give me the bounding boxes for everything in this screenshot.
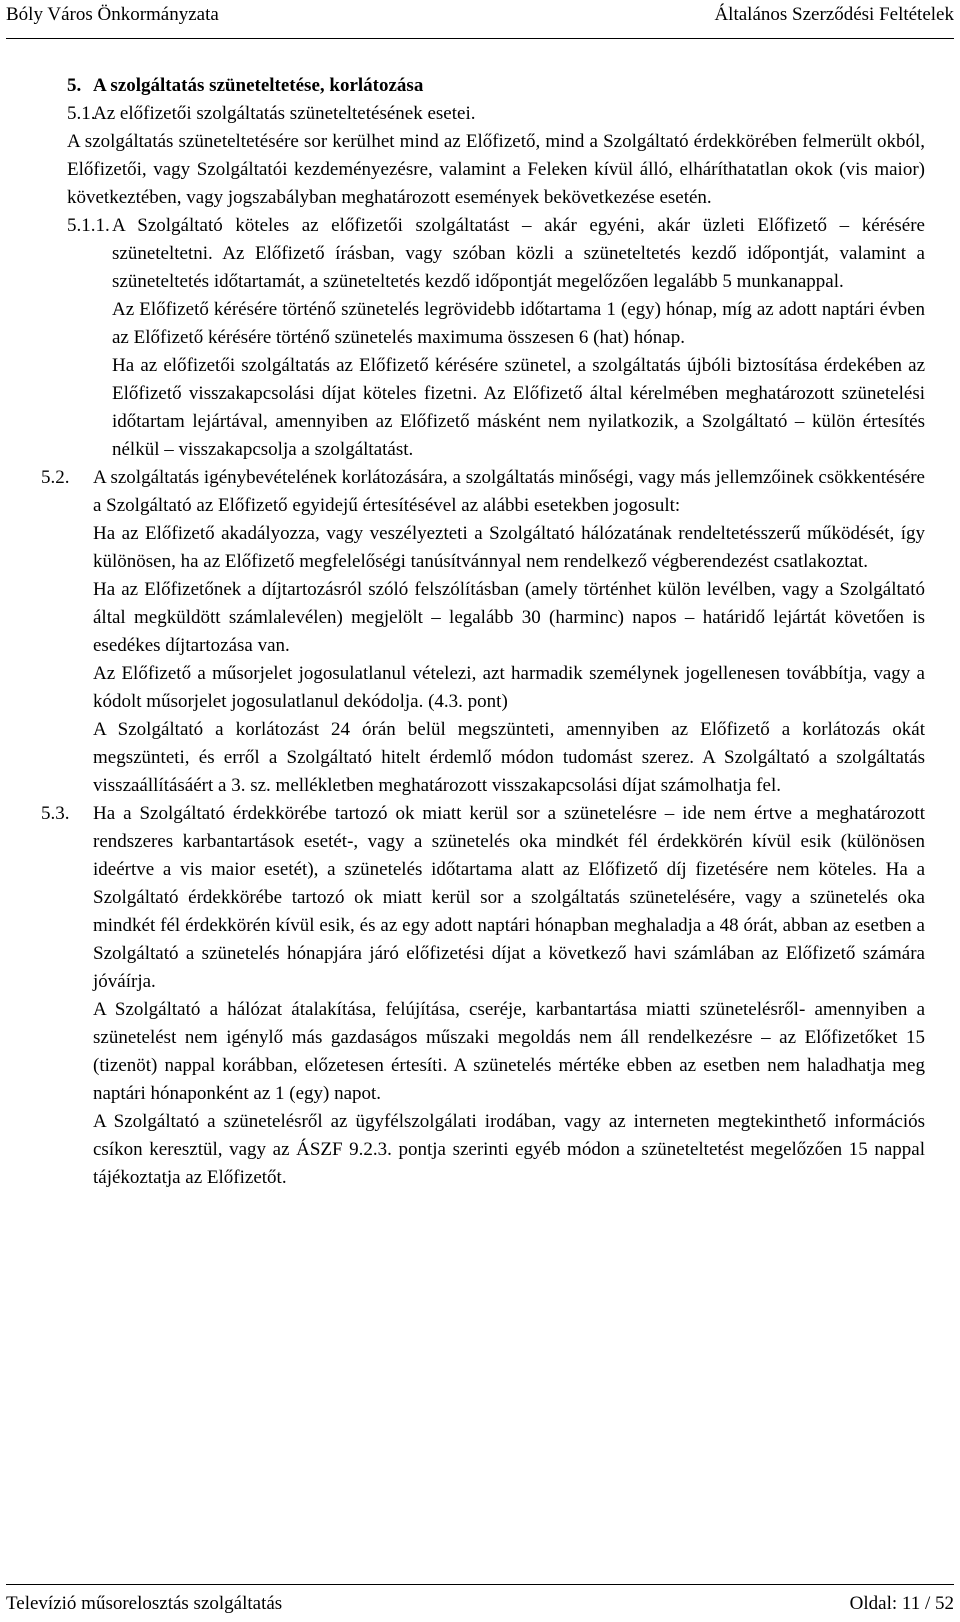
document-body [41, 72, 925, 1192]
subsection-5-1-1 [67, 212, 925, 464]
header-left: Bóly Város Önkormányzata [6, 4, 219, 25]
paragraph: A Szolgáltató a szünetelésről az ügyfélszolgálati irodában, vagy az interneten megtekinthető információs csíkon keresztül, vagy az ÁSZF 9.2.3. pontja szerinti egyéb módon a szüneteltetést megelőzően 15 nappal tájékoztatja az Előfizetőt. [93, 1111, 925, 1188]
subsection-number: 5.2. [41, 467, 70, 488]
page-footer [6, 1584, 954, 1615]
subsection-5-1-text: A szolgáltatás szüneteltetésére sor kerülhet mind az Előfizető, mind a Szolgáltató érdekkörében felmerült okból, Előfizetői, vagy Szolgáltatói kezdeményezésre, valamint a Feleken kívül álló, elháríthatatlan okok (vis maior) következtében, vagy jogszabályban meghatározott események bekövetkezése esetén. [67, 131, 925, 208]
paragraph: A Szolgáltató a hálózat átalakítása, felújítása, cseréje, karbantartása miatti szünetelésről- amennyiben a szünetelést nem igénylő más gazdaságos műszaki megoldás nem áll rendelkezésre – az Előfizetőket 15 (tizenöt) nappal korábban, előzetesen értesíti. A szünetelés mértéke ebben az esetben nem haladhatja meg naptári hónaponként az 1 (egy) napot. [93, 999, 925, 1104]
subsection-5-1 [67, 100, 925, 128]
paragraph: Ha az előfizetői szolgáltatás az Előfizető kérésére szünetel, a szolgáltatás újbóli biztosítása érdekében az Előfizető visszakapcsolási díjat köteles fizetni. Az Előfizető által kérelmében meghatározott szünetelési időtartam lejártával, amennyiben az Előfizető másként nem nyilatkozik, a Szolgáltató – külön értesítés nélkül – visszakapcsolja a szolgáltatást. [112, 355, 925, 460]
page-header [6, 4, 954, 39]
subsection-number: 5.1. [67, 103, 96, 124]
subsection-5-3 [41, 800, 925, 1192]
subsection-number: 5.1.1. [67, 215, 110, 236]
section-number: 5. [67, 75, 82, 96]
header-right: Általános Szerződési Feltételek [714, 4, 954, 25]
paragraph: Az Előfizető kérésére történő szünetelés legrövidebb időtartama 1 (egy) hónap, míg az adott naptári évben az Előfizető kérésére történő szünetelés maximuma összesen 6 (hat) hónap. [112, 299, 925, 348]
subsection-5-2 [41, 464, 925, 800]
section-title: A szolgáltatás szüneteltetése, korlátozása [93, 75, 424, 96]
paragraph: A Szolgáltató köteles az előfizetői szolgáltatást – akár egyéni, akár üzleti Előfizető – kérésére szüneteltetni. Az Előfizető írásban, vagy szóban közli a szüneteltetés kezdő időpontját, valamint a szüneteltetés időtartamát, a szüneteltetés kezdő időpontját megelőzően legalább 5 munkanappal. [112, 215, 925, 292]
subsection-title: Az előfizetői szolgáltatás szüneteltetésének esetei. [93, 103, 476, 124]
paragraph: A Szolgáltató a korlátozást 24 órán belül megszünteti, amennyiben az Előfizető a korlátozás okát megszünteti, és erről a Szolgáltató hitelt érdemlő módon tudomást szerez. A Szolgáltató a szolgáltatás visszaállításáért a 3. sz. mellékletben meghatározott visszakapcsolási díjat számolhatja fel. [93, 719, 925, 796]
paragraph: Ha az Előfizetőnek a díjtartozásról szóló felszólításban (amely történhet külön levélben, vagy a Szolgáltató által megküldött számlalevélen) megjelölt – legalább 30 (harminc) napos – határidő lejártát követően is esedékes díjtartozása van. [93, 579, 925, 656]
paragraph: Ha az Előfizető akadályozza, vagy veszélyezteti a Szolgáltató hálózatának rendeltetésszerű működését, így különösen, ha az Előfizető megfelelőségi tanúsítvánnyal nem rendelkező végberendezést csatlakoztat. [93, 523, 925, 572]
paragraph: Az Előfizető a műsorjelet jogosulatlanul vételezi, azt harmadik személynek jogellenesen továbbítja, vagy a kódolt műsorjelet jogosulatlanul dekódolja. (4.3. pont) [93, 663, 925, 712]
paragraph: A szolgáltatás igénybevételének korlátozására, a szolgáltatás minőségi, vagy más jellemzőinek csökkentésére a Szolgáltató az Előfizető egyidejű értesítésével az alábbi esetekben jogosult: [93, 467, 925, 516]
footer-left: Televízió műsorelosztás szolgáltatás [6, 1593, 283, 1614]
subsection-number: 5.3. [41, 803, 70, 824]
section-heading [67, 72, 925, 100]
page-number: Oldal: 11 / 52 [849, 1593, 954, 1614]
paragraph: Ha a Szolgáltató érdekkörébe tartozó ok miatt kerül sor a szünetelésre – ide nem értve a meghatározott rendszeres karbantartások esetét-, vagy a szünetelés oka mindkét fél érdekkörén kívül esik (különösen ideértve a vis maior esetét), a szünetelés időtartama alatt az Előfizető díj fizetésére nem köteles. Ha a Szolgáltató érdekkörébe tartozó ok miatt kerül sor a szolgáltatás szünetelésére, vagy a szünetelés oka mindkét fél érdekkörén kívül esik, és az egy adott naptári hónapban meghaladja a 48 órát, abban az esetben a Szolgáltató a szünetelés hónapjára járó előfizetési díjat a következő havi számlában az Előfizető számára jóváírja. [93, 803, 925, 992]
